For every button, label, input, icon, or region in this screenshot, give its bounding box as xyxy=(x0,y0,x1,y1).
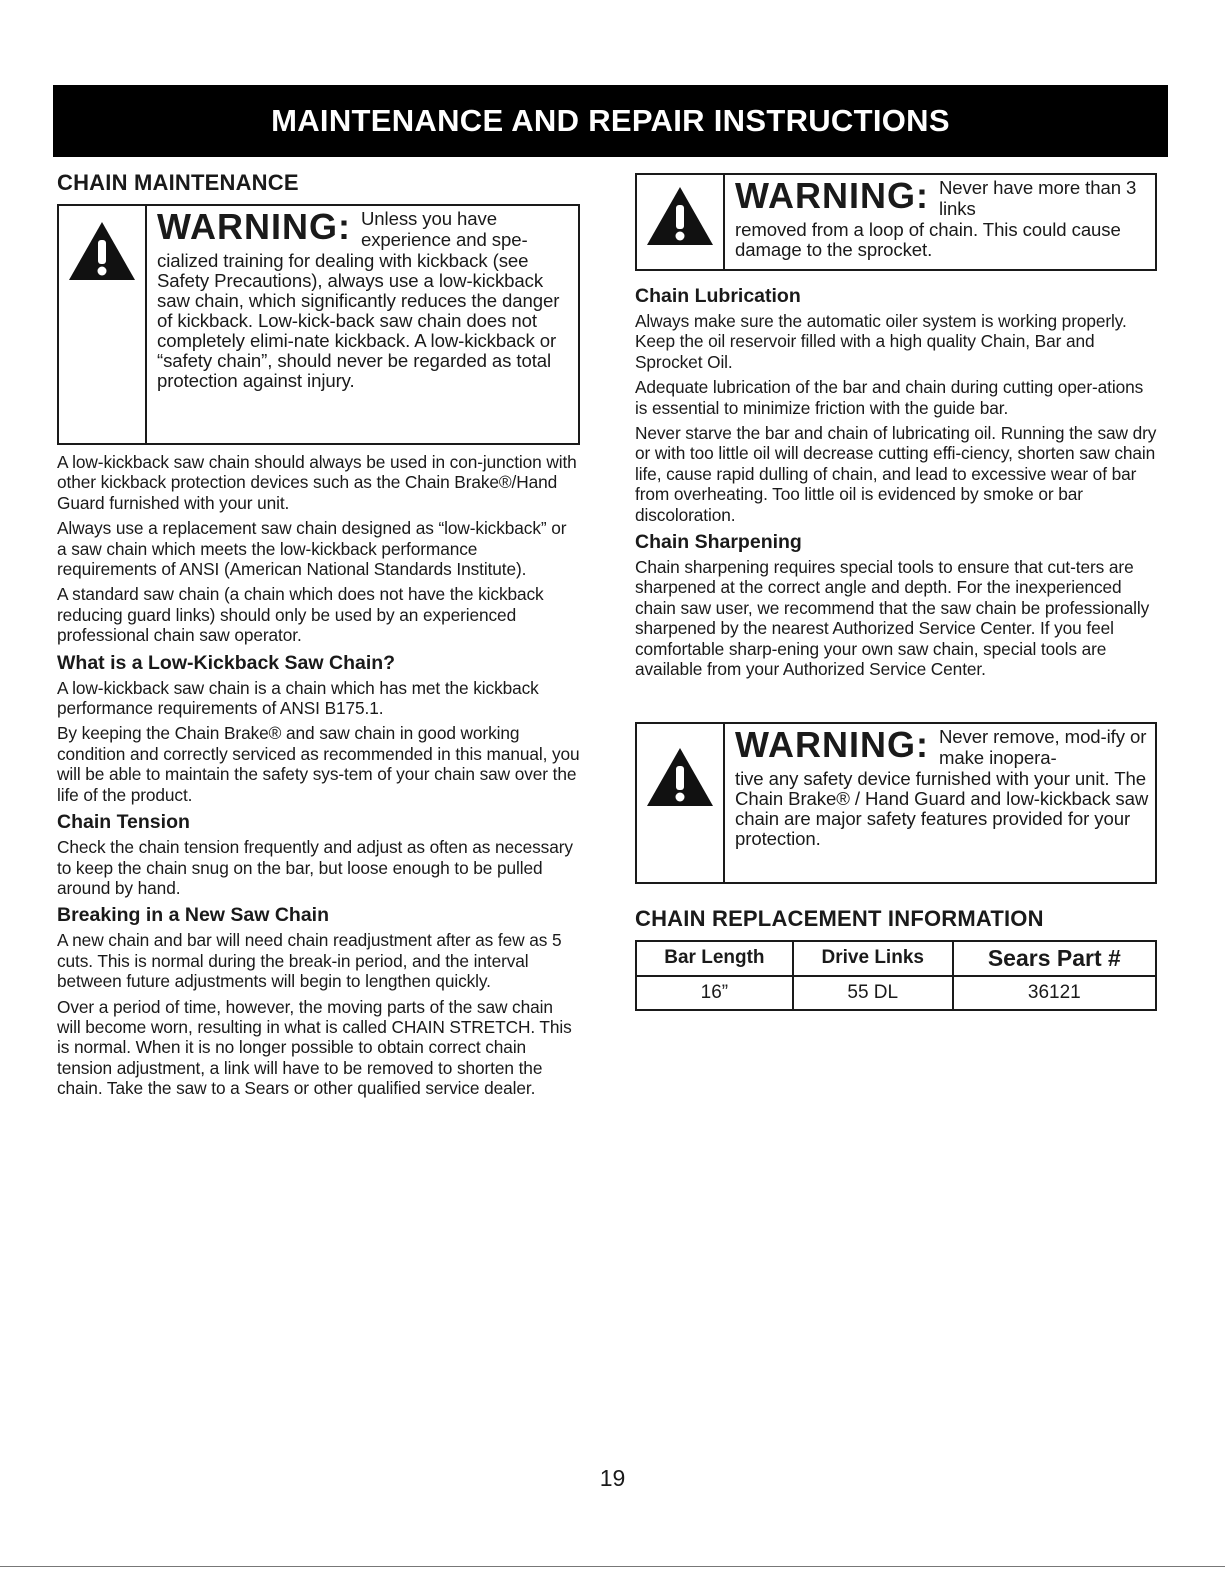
table-cell: 55 DL xyxy=(793,976,953,1010)
warning-box-kickback xyxy=(57,204,580,445)
warning-box-links xyxy=(635,173,1157,271)
warning-lead: Never have more than 3 links xyxy=(938,177,1137,219)
paragraph: A low-kickback saw chain is a chain which has met the kickback performance requirements of ANSI B175.1. xyxy=(57,677,539,719)
paragraph: Never starve the bar and chain of lubricating oil. Running the saw dry or with too little oil will decrease cutting effi-ciency, shorten saw chain life, cause rapid dulling of chain, and lead to excessive wear of bar from overheating. Too little oil is evidenced by smoke or bar discoloration. xyxy=(635,423,1157,525)
warning-text: removed from a loop of chain. This could cause damage to the sprocket. xyxy=(735,219,1121,260)
chain-lubrication-heading: Chain Lubrication xyxy=(635,285,801,307)
warning-text: tive any safety device furnished with your unit. The Chain Brake® / Hand Guard and low-kickback saw chain are major safety features provided for your protection. xyxy=(735,767,1149,849)
paragraph: Always use a replacement saw chain designed as “low-kickback” or a saw chain which meets the low-kickback performance requirements of ANSI (American National Standards Institute). xyxy=(57,518,567,580)
table-cell: 36121 xyxy=(953,976,1156,1010)
left-column xyxy=(57,170,580,1104)
chain-tension-heading: Chain Tension xyxy=(57,811,190,834)
paragraph: Over a period of time, however, the moving parts of the saw chain will become worn, resulting in what is called CHAIN STRETCH. This is normal. When it is no longer possible to obtain correct chain tension adjustment, a link will have to be removed to shorten the chain. Take the saw to a Sears or other qualified service dealer. xyxy=(57,996,572,1099)
chain-replacement-heading: CHAIN REPLACEMENT INFORMATION xyxy=(635,905,1044,931)
table-cell: 16” xyxy=(636,976,793,1010)
paragraph: By keeping the Chain Brake® and saw chain in good working condition and correctly serviced as recommended in this manual, you will be able to maintain the safety sys-tem of your chain saw over the life of the product. xyxy=(57,723,580,805)
chain-maintenance-heading: CHAIN MAINTENANCE xyxy=(57,170,299,195)
paragraph: Adequate lubrication of the bar and chain during cutting oper-ations is essential to minimize friction with the guide bar. xyxy=(635,377,1144,418)
right-column xyxy=(635,173,1157,1011)
table-row xyxy=(636,976,1156,1010)
bottom-divider xyxy=(0,1566,1225,1567)
chain-replacement-table xyxy=(635,940,1157,1011)
warning-text: cialized training for dealing with kickback (see Safety Precautions), always use a low-kickback saw chain, which significantly reduces the danger of kickback. Low-kick-back saw chain does not completely elimi-nate kickback. A low-kickback or “safety chain”, should never be regarded as total protection against injury. xyxy=(157,250,560,391)
table-header: Drive Links xyxy=(793,941,953,976)
warning-triangle-icon xyxy=(67,220,137,282)
warning-label: WARNING: xyxy=(735,175,929,216)
page-number: 19 xyxy=(599,1465,626,1491)
section-banner: MAINTENANCE AND REPAIR INSTRUCTIONS xyxy=(53,85,1168,157)
warning-label: WARNING: xyxy=(735,723,929,765)
paragraph: A new chain and bar will need chain readjustment after as few as 5 cuts. This is normal during the break-in period, and the interval between future adjustments will begin to lengthen quickly. xyxy=(57,930,562,992)
chain-sharpening-heading: Chain Sharpening xyxy=(635,531,802,554)
warning-lead: Unless you have experience and spe- xyxy=(360,208,528,250)
paragraph: Chain sharpening requires special tools to ensure that cut-ters are sharpened at the correct angle and depth. For the inexperienced chain saw user, we recommend that the saw chain be professionally sharpened by the nearest Authorized Service Center. If you feel comfortable sharp-ening your own saw chain, special tools are available from your Authorized Service Center. xyxy=(635,557,1150,680)
warning-triangle-icon xyxy=(645,185,715,247)
paragraph: Check the chain tension frequently and adjust as often as necessary to keep the chain snug on the bar, but loose enough to be pulled around by hand. xyxy=(57,837,573,898)
paragraph: A standard saw chain (a chain which does not have the kickback reducing guard links) should only be used by an experienced professional chain saw operator. xyxy=(57,584,544,646)
table-header: Sears Part # xyxy=(953,941,1156,976)
paragraph: Always make sure the automatic oiler system is working properly. Keep the oil reservoir filled with a high quality Chain, Bar and Sprocket Oil. xyxy=(635,311,1127,372)
table-header: Bar Length xyxy=(636,941,793,976)
warning-lead: Never remove, mod-ify or make inopera- xyxy=(938,725,1147,768)
warning-label: WARNING: xyxy=(157,206,351,247)
lowkickback-heading: What is a Low-Kickback Saw Chain? xyxy=(57,651,396,674)
breaking-in-heading: Breaking in a New Saw Chain xyxy=(57,904,329,927)
warning-box-safety-device xyxy=(635,722,1157,884)
paragraph: A low-kickback saw chain should always be used in con-junction with other kickback protection devices such as the Chain Brake®/Hand Guard furnished with your unit. xyxy=(57,452,577,513)
table-header-row xyxy=(636,941,1156,976)
warning-triangle-icon xyxy=(645,746,715,808)
